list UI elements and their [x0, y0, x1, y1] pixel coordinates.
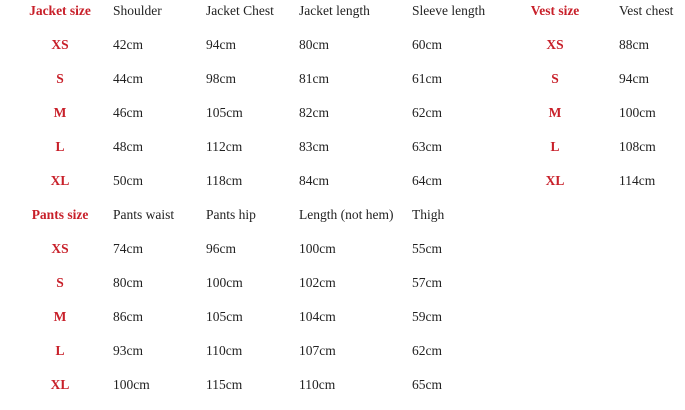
- pants-cell-r2-c3: 104cm: [299, 309, 336, 324]
- pants-cell-r3-c3: 107cm: [299, 343, 336, 358]
- vest-header-0: Vest size: [530, 3, 580, 18]
- pants-header-2: Pants hip: [206, 207, 256, 222]
- pants-cell-r0-c0: XS: [51, 241, 69, 256]
- jacket-header-4: Sleeve length: [412, 3, 486, 18]
- jacket-cell-r0-c4: 60cm: [412, 37, 442, 52]
- jacket-cell-r1-c1: 44cm: [113, 71, 143, 86]
- vest-cell-r4-c1: 114cm: [619, 173, 656, 188]
- pants-cell-r1-c4: 57cm: [412, 275, 442, 290]
- jacket-cell-r3-c3: 83cm: [299, 139, 329, 154]
- jacket-cell-r4-c2: 118cm: [206, 173, 243, 188]
- pants-cell-r0-c2: 96cm: [206, 241, 236, 256]
- jacket-cell-r1-c4: 61cm: [412, 71, 442, 86]
- pants-cell-r4-c4: 65cm: [412, 377, 442, 392]
- pants-header-4: Thigh: [412, 207, 445, 222]
- pants-cell-r3-c4: 62cm: [412, 343, 442, 358]
- pants-cell-r0-c1: 74cm: [113, 241, 143, 256]
- jacket-cell-r2-c3: 82cm: [299, 105, 329, 120]
- pants-cell-r3-c2: 110cm: [206, 343, 243, 358]
- jacket-header-1: Shoulder: [113, 3, 162, 18]
- jacket-cell-r4-c3: 84cm: [299, 173, 329, 188]
- jacket-cell-r0-c3: 80cm: [299, 37, 329, 52]
- pants-cell-r0-c3: 100cm: [299, 241, 336, 256]
- vest-cell-r4-c0: XL: [545, 173, 565, 188]
- pants-cell-r0-c4: 55cm: [412, 241, 442, 256]
- pants-cell-r4-c0: XL: [50, 377, 70, 392]
- pants-cell-r1-c2: 100cm: [206, 275, 243, 290]
- jacket-cell-r2-c1: 46cm: [113, 105, 143, 120]
- vest-cell-r3-c1: 108cm: [619, 139, 656, 154]
- pants-cell-r2-c1: 86cm: [113, 309, 143, 324]
- pants-header-0: Pants size: [31, 207, 89, 222]
- vest-cell-r2-c0: M: [548, 105, 562, 120]
- jacket-cell-r2-c4: 62cm: [412, 105, 442, 120]
- jacket-cell-r0-c1: 42cm: [113, 37, 143, 52]
- vest-header-1: Vest chest: [619, 3, 674, 18]
- jacket-cell-r2-c2: 105cm: [206, 105, 243, 120]
- vest-cell-r3-c0: L: [550, 139, 560, 154]
- pants-header-3: Length (not hem): [299, 207, 394, 222]
- pants-cell-r2-c4: 59cm: [412, 309, 442, 324]
- jacket-cell-r3-c2: 112cm: [206, 139, 243, 154]
- jacket-cell-r4-c0: XL: [50, 173, 70, 188]
- vest-cell-r1-c0: S: [551, 71, 559, 86]
- pants-cell-r4-c1: 100cm: [113, 377, 150, 392]
- jacket-header-2: Jacket Chest: [206, 3, 274, 18]
- jacket-header-3: Jacket length: [299, 3, 370, 18]
- pants-cell-r2-c0: M: [53, 309, 67, 324]
- vest-cell-r0-c1: 88cm: [619, 37, 649, 52]
- jacket-cell-r3-c4: 63cm: [412, 139, 442, 154]
- pants-cell-r1-c0: S: [56, 275, 64, 290]
- jacket-cell-r4-c4: 64cm: [412, 173, 442, 188]
- pants-cell-r2-c2: 105cm: [206, 309, 243, 324]
- jacket-cell-r4-c1: 50cm: [113, 173, 143, 188]
- jacket-header-0: Jacket size: [29, 3, 91, 18]
- jacket-cell-r3-c0: L: [55, 139, 65, 154]
- jacket-cell-r2-c0: M: [53, 105, 67, 120]
- jacket-cell-r1-c2: 98cm: [206, 71, 236, 86]
- jacket-cell-r1-c3: 81cm: [299, 71, 329, 86]
- vest-cell-r0-c0: XS: [546, 37, 564, 52]
- jacket-cell-r3-c1: 48cm: [113, 139, 143, 154]
- vest-cell-r2-c1: 100cm: [619, 105, 656, 120]
- pants-cell-r3-c1: 93cm: [113, 343, 143, 358]
- pants-cell-r4-c2: 115cm: [206, 377, 243, 392]
- jacket-cell-r0-c2: 94cm: [206, 37, 236, 52]
- pants-cell-r1-c1: 80cm: [113, 275, 143, 290]
- pants-cell-r3-c0: L: [55, 343, 65, 358]
- jacket-cell-r0-c0: XS: [51, 37, 69, 52]
- vest-cell-r1-c1: 94cm: [619, 71, 649, 86]
- jacket-cell-r1-c0: S: [56, 71, 64, 86]
- pants-cell-r4-c3: 110cm: [299, 377, 336, 392]
- pants-cell-r1-c3: 102cm: [299, 275, 336, 290]
- pants-header-1: Pants waist: [113, 207, 175, 222]
